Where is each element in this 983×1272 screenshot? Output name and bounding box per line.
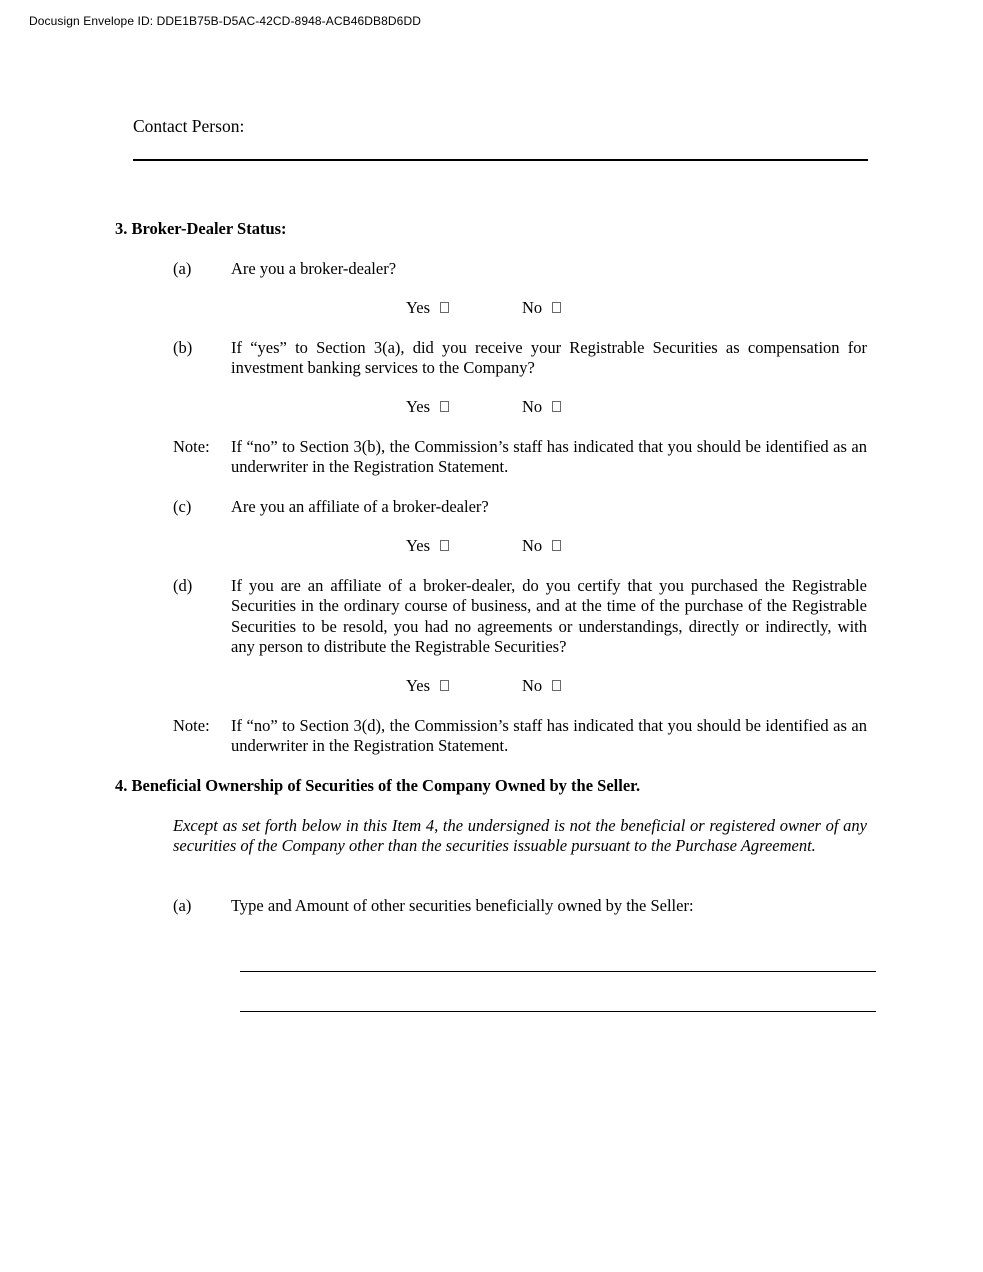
item-3a-label: (a) bbox=[173, 259, 192, 278]
item-3a-yes-option[interactable] bbox=[406, 298, 449, 318]
note-1-text: If “no” to Section 3(b), the Commission’s staff has indicated that you should be identified as an underwriter in the Registration Statement. bbox=[231, 437, 867, 477]
note-2-label: Note: bbox=[173, 716, 210, 735]
item-3a-text: Are you a broker-dealer? bbox=[231, 259, 397, 278]
yes-checkbox[interactable] bbox=[440, 401, 449, 412]
item-3a-no-option[interactable] bbox=[522, 298, 561, 318]
item-3b-text: If “yes” to Section 3(a), did you receive your Registrable Securities as compensation for investment banking services to the Company? bbox=[231, 338, 867, 378]
no-checkbox[interactable] bbox=[552, 680, 561, 691]
item-3b-label: (b) bbox=[173, 338, 193, 357]
item-3d-text: If you are an affiliate of a broker-dealer, do you certify that you purchased the Registrable Securities in the ordinary course of business, and at the time of the purchase of the Registrable Securities to be resold, you had no agreements or understandings, directly or indirectly, with any person to distribute the Registrable Securities? bbox=[231, 576, 867, 657]
item-3c-no-option[interactable] bbox=[522, 536, 561, 556]
yes-checkbox[interactable] bbox=[440, 680, 449, 691]
yes-label: Yes bbox=[406, 298, 431, 317]
contact-person-label: Contact Person: bbox=[133, 116, 245, 136]
item-3b-no-option[interactable] bbox=[522, 397, 561, 417]
yes-checkbox[interactable] bbox=[440, 540, 449, 551]
no-label: No bbox=[522, 397, 543, 416]
item-3b-yes-option[interactable] bbox=[406, 397, 449, 417]
item-3c-yes-option[interactable] bbox=[406, 536, 449, 556]
note-1-label: Note: bbox=[173, 437, 210, 456]
securities-answer-line-1[interactable] bbox=[240, 971, 876, 972]
yes-label: Yes bbox=[406, 397, 431, 416]
no-label: No bbox=[522, 536, 543, 555]
item-3c-text: Are you an affiliate of a broker-dealer? bbox=[231, 497, 489, 516]
item-3d-label: (d) bbox=[173, 576, 193, 595]
item-4a-text: Type and Amount of other securities beneficially owned by the Seller: bbox=[231, 896, 694, 915]
no-checkbox[interactable] bbox=[552, 540, 561, 551]
section-4-heading: 4. Beneficial Ownership of Securities of the Company Owned by the Seller. bbox=[115, 776, 641, 795]
contact-person-line[interactable] bbox=[133, 159, 868, 161]
no-label: No bbox=[522, 676, 543, 695]
item-3d-yes-option[interactable] bbox=[406, 676, 449, 696]
yes-checkbox[interactable] bbox=[440, 302, 449, 313]
no-checkbox[interactable] bbox=[552, 401, 561, 412]
no-label: No bbox=[522, 298, 543, 317]
item-3d-no-option[interactable] bbox=[522, 676, 561, 696]
section-4-intro: Except as set forth below in this Item 4, the undersigned is not the beneficial or registered owner of any securities of the Company other than the securities issuable pursuant to the Purchase Agreement. bbox=[173, 816, 867, 856]
envelope-id: Docusign Envelope ID: DDE1B75B-D5AC-42CD-8948-ACB46DB8D6DD bbox=[29, 14, 421, 28]
item-3c-label: (c) bbox=[173, 497, 192, 516]
note-2-text: If “no” to Section 3(d), the Commission’s staff has indicated that you should be identified as an underwriter in the Registration Statement. bbox=[231, 716, 867, 756]
item-4a-label: (a) bbox=[173, 896, 192, 915]
no-checkbox[interactable] bbox=[552, 302, 561, 313]
section-3-heading: 3. Broker-Dealer Status: bbox=[115, 219, 287, 238]
yes-label: Yes bbox=[406, 676, 431, 695]
yes-label: Yes bbox=[406, 536, 431, 555]
securities-answer-line-2[interactable] bbox=[240, 1011, 876, 1012]
